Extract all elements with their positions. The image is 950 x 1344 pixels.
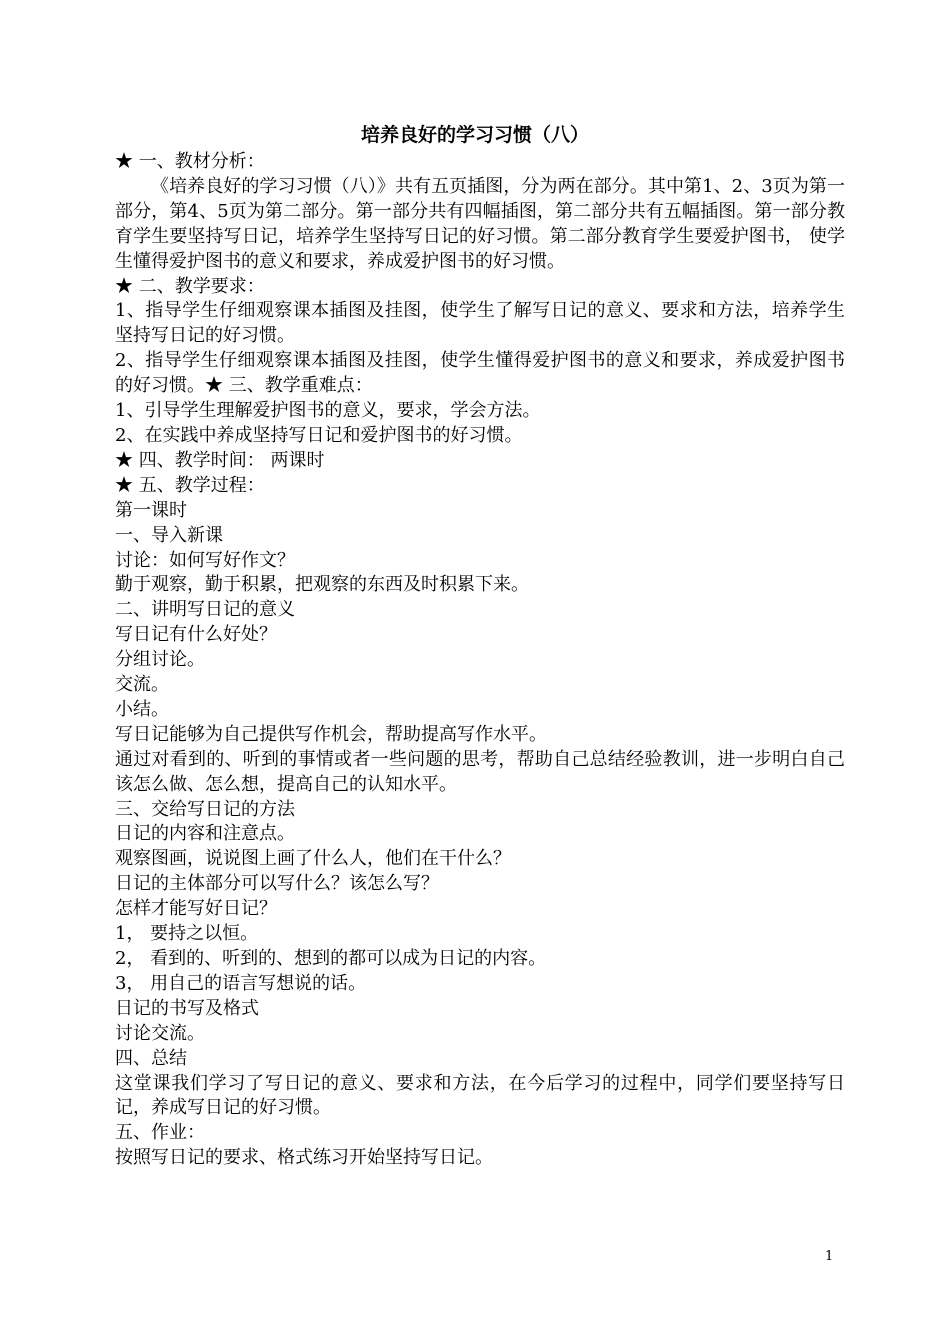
requirement-item-2: 2、指导学生仔细观察课本插图及挂图，使学生懂得爱护图书的意义和要求，养成爱护图书的好习惯。★ 三、教学重难点： <box>115 350 845 397</box>
text-line: 交流。 <box>115 674 169 696</box>
section-heading-requirements: ★ 二、教学要求： <box>115 275 265 297</box>
text-paragraph: 这堂课我们学习了写日记的意义、要求和方法，在今后学习的过程中，同学们要坚持写日记，养成写日记的好习惯。 <box>115 1072 845 1119</box>
text-line: 日记的主体部分可以写什么？该怎么写？ <box>115 873 439 895</box>
text-line: 讨论：如何写好作文？ <box>115 549 295 571</box>
text-line: 勤于观察，勤于积累，把观察的东西及时积累下来。 <box>115 574 529 596</box>
text-paragraph: 通过对看到的、听到的事情或者一些问题的思考，帮助自己总结经验教训，进一步明白自己该怎么做、怎么想，提高自己的认知水平。 <box>115 748 845 795</box>
method-item-2: 2， 看到的、听到的、想到的都可以成为日记的内容。 <box>115 948 547 969</box>
step-heading-homework: 五、作业： <box>115 1122 205 1144</box>
page-number: 1 <box>825 1249 834 1264</box>
step-heading-method: 三、交给写日记的方法 <box>115 798 295 820</box>
requirement-item-1: 1、指导学生仔细观察课本插图及挂图，使学生了解写日记的意义、要求和方法，培养学生坚持写日记的好习惯。 <box>115 300 845 347</box>
text-line: 观察图画，说说图上画了什么人，他们在干什么？ <box>115 848 511 870</box>
paragraph-analysis: 《培养良好的学习习惯（八）》共有五页插图，分为两在部分。其中第1、2、3页为第一部分，第4、5页为第二部分。第一部分共有四幅插图，第二部分共有五幅插图。第一部分教育学生要坚持写日记，培养学生坚持写日记的好习惯。第二部分教育学生要爱护图书， 使学生懂得爱护图书的意义和要求，养成爱护图书的好习惯。 <box>115 175 845 272</box>
text-line: 怎样才能写好日记？ <box>115 898 277 920</box>
key-point-item-2: 2、在实践中养成坚持写日记和爱护图书的好习惯。 <box>115 424 523 446</box>
text-line: 写日记有什么好处？ <box>115 624 277 646</box>
section-heading-time: ★ 四、教学时间： 两课时 <box>115 449 325 471</box>
step-heading-intro: 一、导入新课 <box>115 524 223 546</box>
section-heading-analysis: ★ 一、教材分析： <box>115 151 265 172</box>
step-heading-summary: 四、总结 <box>115 1047 187 1069</box>
lesson-heading: 第一课时 <box>115 499 187 521</box>
method-item-3: 3， 用自己的语言写想说的话。 <box>115 972 367 994</box>
text-line: 写日记能够为自己提供写作机会，帮助提高写作水平。 <box>115 723 547 745</box>
text-line: 按照写日记的要求、格式练习开始坚持写日记。 <box>115 1147 493 1169</box>
text-line: 讨论交流。 <box>115 1022 205 1044</box>
document-body <box>115 150 845 1171</box>
step-heading-meaning: 二、讲明写日记的意义 <box>115 599 295 621</box>
text-line: 日记的内容和注意点。 <box>115 823 295 845</box>
document-title: 培养良好的学习习惯（八） <box>360 124 589 146</box>
text-line: 日记的书写及格式 <box>115 997 259 1019</box>
key-point-item-1: 1、引导学生理解爱护图书的意义，要求，学会方法。 <box>115 400 541 422</box>
section-heading-process: ★ 五、教学过程： <box>115 474 265 496</box>
text-line: 分组讨论。 <box>115 649 205 671</box>
text-line: 小结。 <box>115 698 169 720</box>
method-item-1: 1， 要持之以恒。 <box>115 923 259 945</box>
